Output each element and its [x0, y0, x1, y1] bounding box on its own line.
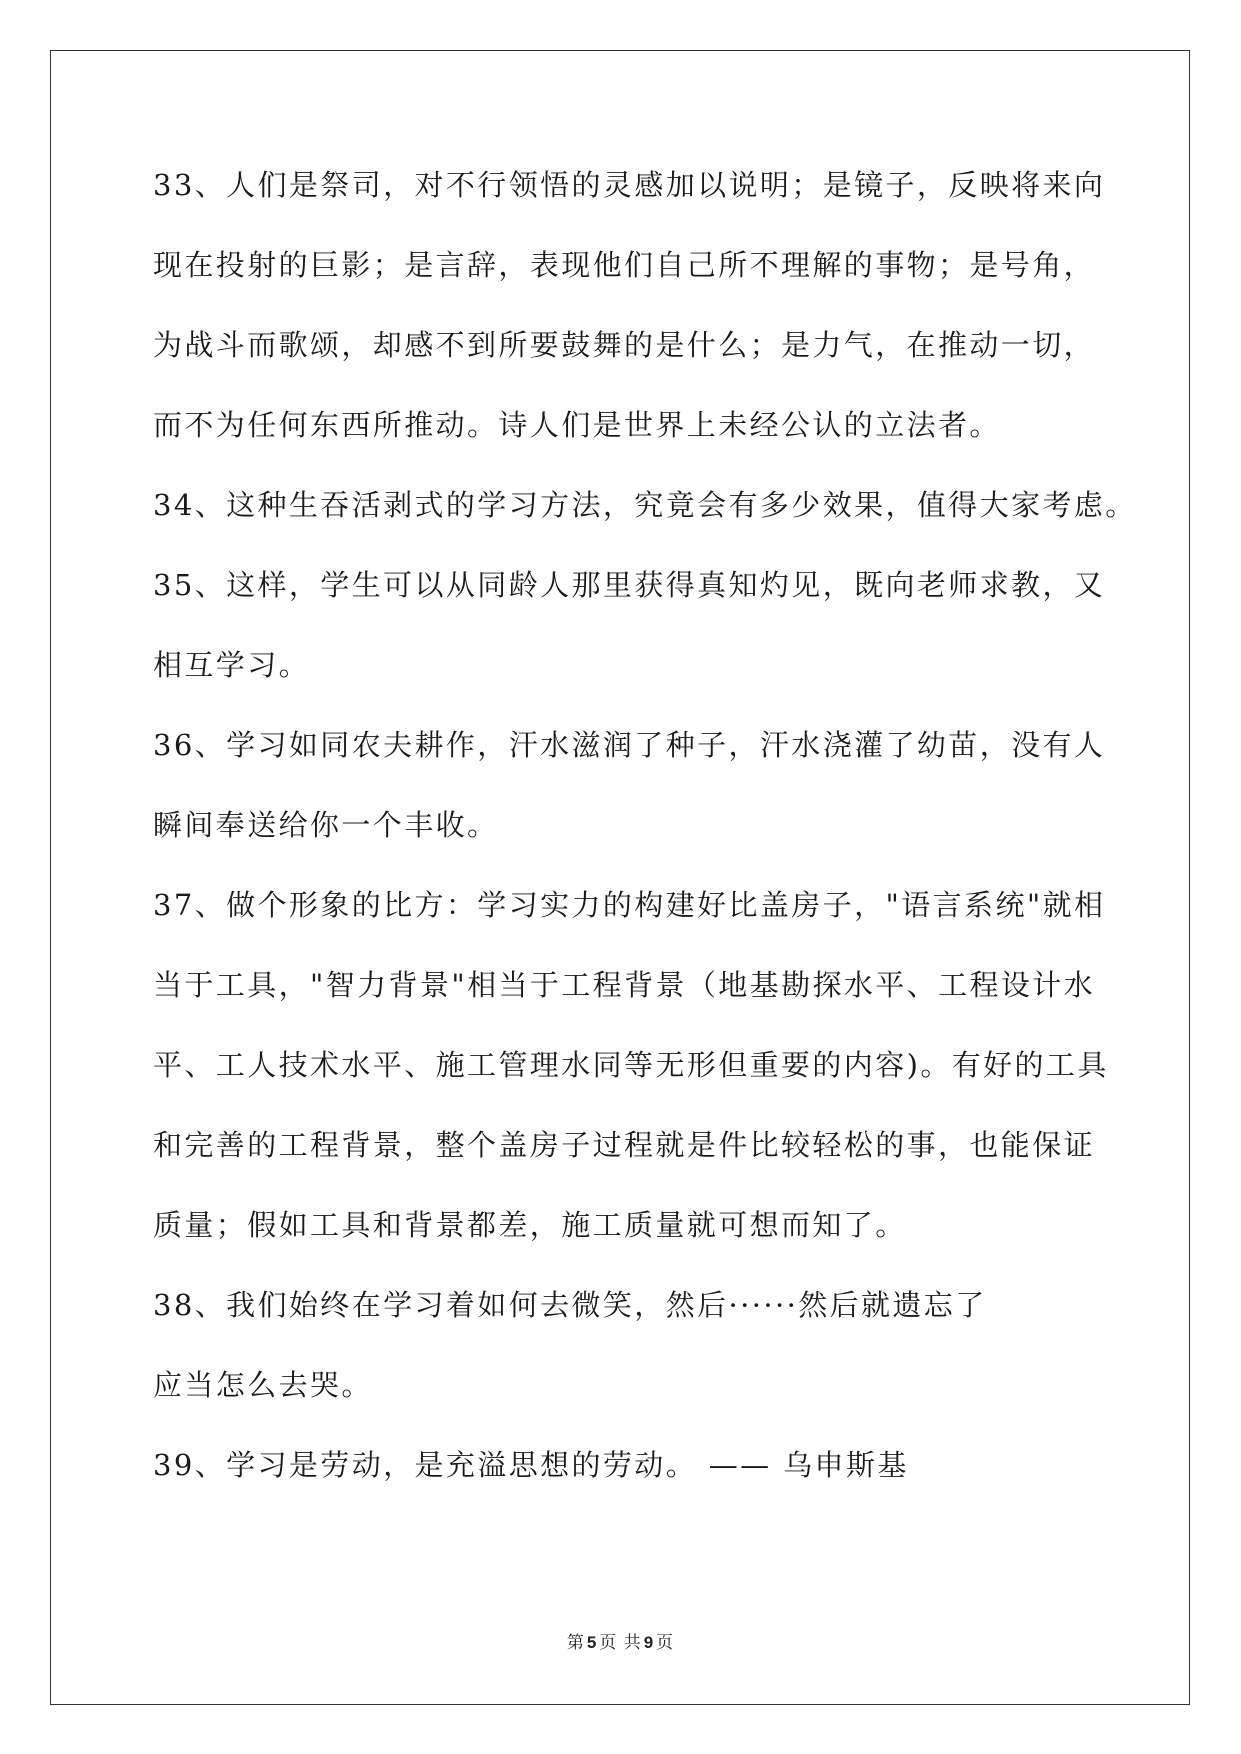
text-line: 当于工具，"智力背景"相当于工程背景（地基勘探水平、工程设计水 — [153, 968, 1096, 1002]
footer-page-suffix: 页 — [656, 1633, 675, 1653]
text-line: 和完善的工程背景，整个盖房子过程就是件比较轻松的事，也能保证 — [153, 1128, 1096, 1162]
text-line: 瞬间奉送给你一个丰收。 — [153, 808, 499, 842]
text-line: 平、工人技术水平、施工管理水同等无形但重要的内容)。有好的工具 — [153, 1048, 1109, 1082]
footer-page-mid: 页 共 — [599, 1633, 642, 1653]
text-line: 33、人们是祭司，对不行领悟的灵感加以说明；是镜子，反映将来向 — [153, 168, 1106, 202]
page-footer — [0, 1628, 1241, 1653]
text-line: 37、做个形象的比方：学习实力的构建好比盖房子，"语言系统"就相 — [153, 888, 1106, 922]
text-line: 为战斗而歌颂，却感不到所要鼓舞的是什么；是力气，在推动一切， — [153, 328, 1096, 362]
text-line: 而不为任何东西所推动。诗人们是世界上未经公认的立法者。 — [153, 408, 1001, 442]
text-line: 39、学习是劳动，是充溢思想的劳动。 —— 乌申斯基 — [153, 1448, 909, 1482]
text-line: 34、这种生吞活剥式的学习方法，究竟会有多少效果，值得大家考虑。 — [153, 488, 1137, 522]
text-line: 相互学习。 — [153, 648, 311, 682]
text-line: 36、学习如同农夫耕作，汗水滋润了种子，汗水浇灌了幼苗，没有人 — [153, 728, 1106, 762]
text-line: 质量；假如工具和背景都差，施工质量就可想而知了。 — [153, 1208, 907, 1242]
footer-page-total: 9 — [643, 1633, 655, 1652]
footer-page-current: 5 — [586, 1633, 598, 1652]
footer-page-prefix: 第 — [566, 1633, 585, 1653]
document-body — [153, 160, 1137, 1520]
text-line: 现在投射的巨影；是言辞，表现他们自己所不理解的事物；是号角， — [153, 248, 1096, 282]
text-line: 35、这样，学生可以从同龄人那里获得真知灼见，既向老师求教，又 — [153, 568, 1106, 602]
text-line: 38、我们始终在学习着如何去微笑，然后······然后就遗忘了 — [153, 1288, 987, 1322]
text-line: 应当怎么去哭。 — [153, 1368, 373, 1402]
